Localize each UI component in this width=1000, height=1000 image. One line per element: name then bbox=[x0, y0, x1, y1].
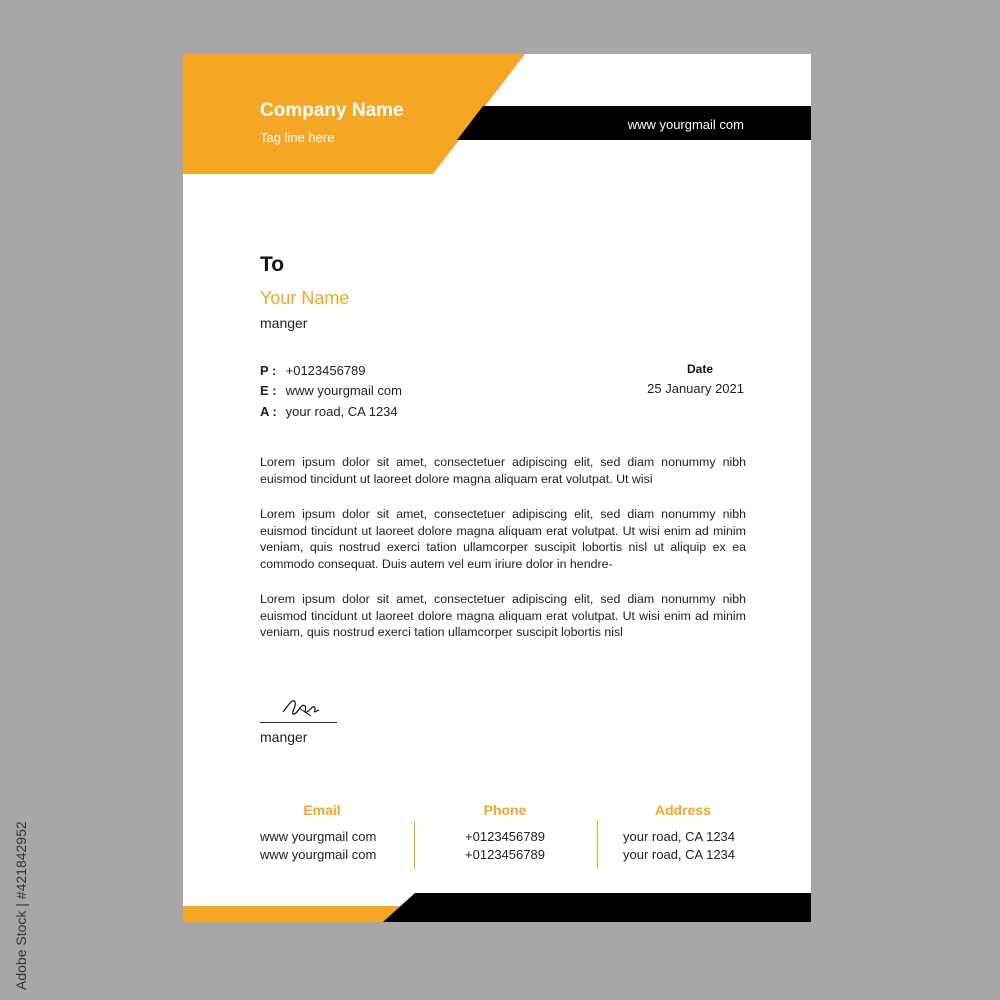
contact-email-value: www yourgmail com bbox=[285, 383, 402, 398]
body-paragraph: Lorem ipsum dolor sit amet, consectetuer adipiscing elit, sed diam nonummy nibh euismod tincidunt ut laoreet dolore magna aliquam erat volutpat. Ut wisi bbox=[260, 455, 746, 486]
contact-phone-key: P : bbox=[260, 363, 277, 378]
footer-email-heading: Email bbox=[303, 802, 341, 818]
footer-phone-column bbox=[428, 802, 582, 864]
company-name: Company Name bbox=[260, 100, 404, 121]
contact-address-value: your road, CA 1234 bbox=[285, 404, 398, 419]
contact-address-key: A : bbox=[260, 404, 277, 419]
contact-email bbox=[260, 383, 402, 398]
footer-address-heading: Address bbox=[654, 802, 712, 818]
date-value: 25 January 2021 bbox=[647, 381, 744, 396]
contact-phone-value: +0123456789 bbox=[285, 363, 366, 378]
footer-address-line: your road, CA 1234 bbox=[623, 847, 736, 862]
footer-divider bbox=[597, 821, 598, 869]
footer-address-column bbox=[623, 802, 743, 864]
footer-phone-heading: Phone bbox=[483, 802, 527, 818]
signature-line bbox=[260, 722, 337, 723]
contact-email-key: E : bbox=[260, 383, 277, 398]
stock-id-label bbox=[10, 750, 34, 990]
tagline: Tag line here bbox=[260, 130, 335, 145]
footer-divider bbox=[414, 821, 415, 869]
footer-orange-bar bbox=[183, 906, 401, 922]
to-label: To bbox=[260, 253, 285, 276]
recipient-title: manger bbox=[260, 315, 308, 331]
footer-black-bar bbox=[383, 893, 811, 922]
footer-email-line: www yourgmail com bbox=[260, 829, 377, 844]
stock-id-text: Adobe Stock | #421842952 bbox=[13, 821, 29, 990]
letterhead-sheet bbox=[183, 54, 811, 922]
footer-address-line: your road, CA 1234 bbox=[623, 829, 736, 844]
footer-email-column bbox=[260, 802, 384, 864]
letterhead-decoration bbox=[183, 54, 811, 922]
footer-phone-line: +0123456789 bbox=[465, 829, 545, 844]
contact-phone bbox=[260, 363, 366, 378]
body-paragraph: Lorem ipsum dolor sit amet, consectetuer adipiscing elit, sed diam nonummy nibh euismod tincidunt ut laoreet dolore magna aliquam erat volutpat. Ut wisi enim ad minim veniam, quis nostrud exerci tation ullamcorper suscipit lobortis nisl bbox=[260, 592, 746, 640]
body-paragraph: Lorem ipsum dolor sit amet, consectetuer adipiscing elit, sed diam nonummy nibh euismod tincidunt ut laoreet dolore magna aliquam erat volutpat. Ut wisi enim ad minim veniam, quis nostrud exerci tation ullamcorper suscipit lobortis nisl ut aliquip ex ea commodo consequat. Duis autem vel eum iriure dolor in hendre- bbox=[260, 507, 746, 571]
recipient-name: Your Name bbox=[260, 288, 350, 308]
signature-title: manger bbox=[260, 729, 308, 745]
header-website: www yourgmail com bbox=[627, 117, 744, 132]
footer-phone-line: +0123456789 bbox=[465, 847, 545, 862]
date-label: Date bbox=[686, 362, 713, 376]
contact-address bbox=[260, 404, 398, 419]
footer-email-line: www yourgmail com bbox=[260, 847, 377, 862]
signature-scribble-icon bbox=[281, 692, 325, 720]
